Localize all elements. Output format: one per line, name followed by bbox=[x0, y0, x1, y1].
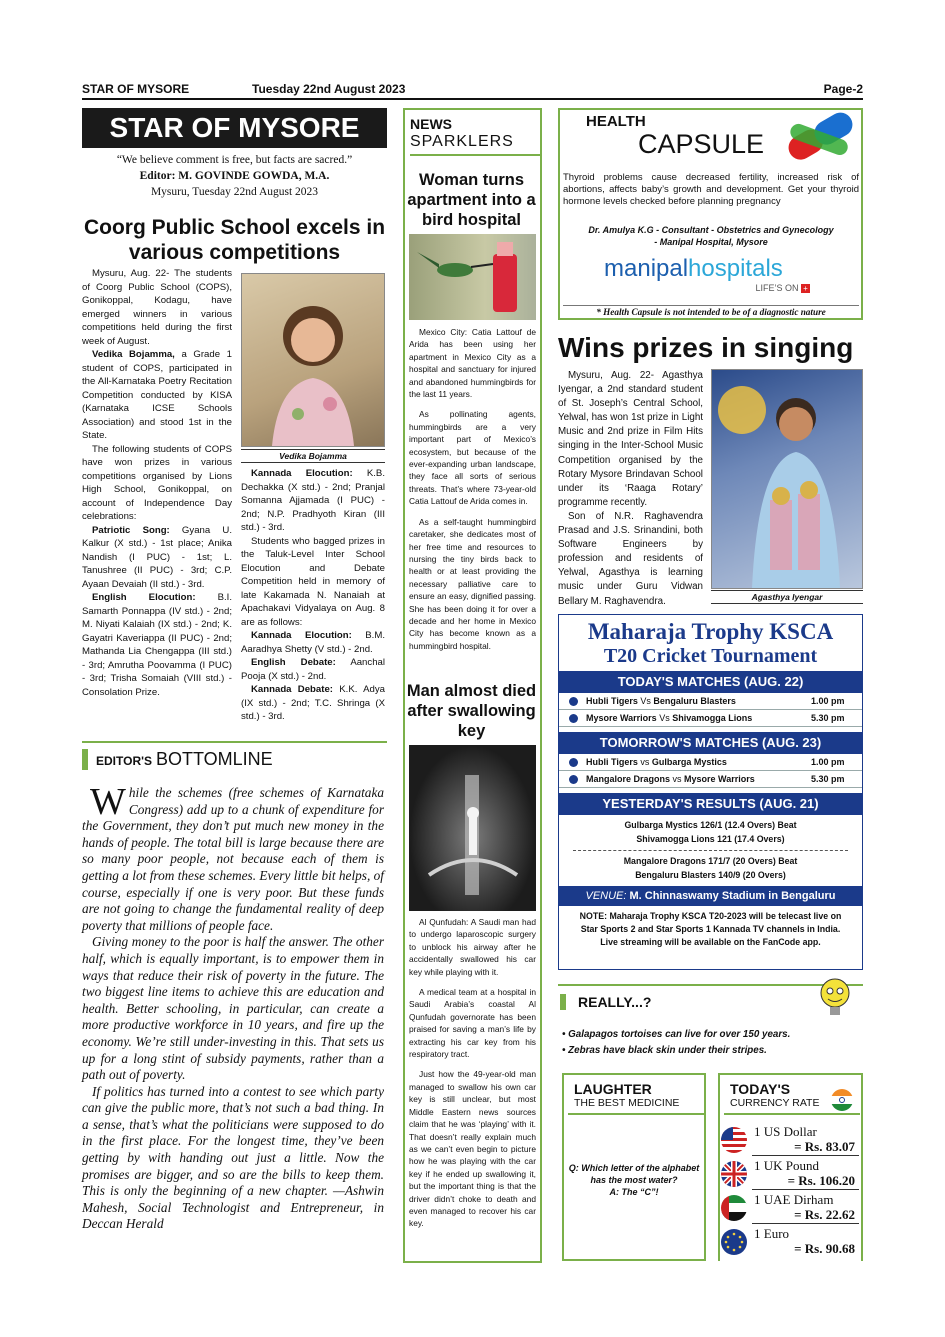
manipal-logo-b: hospitals bbox=[688, 255, 783, 282]
match-row bbox=[559, 754, 862, 771]
doctor-line-2: - Manipal Hospital, Mysore bbox=[654, 237, 768, 247]
currency-value: = Rs. 90.68 bbox=[794, 1241, 855, 1256]
joke-answer: A: The “C”! bbox=[609, 1187, 659, 1197]
currency-unit: 1 UK Pound bbox=[754, 1158, 820, 1173]
match-bullet-icon bbox=[569, 714, 578, 723]
match-row bbox=[559, 771, 862, 788]
fact-2: • Zebras have black skin under their stripes. bbox=[562, 1045, 767, 1056]
masthead-title: STAR OF MYSORE bbox=[82, 108, 387, 148]
sparklers-label bbox=[410, 116, 540, 156]
venue-value: M. Chinnaswamy Stadium in Bengaluru bbox=[629, 890, 836, 902]
health-label-light: CAPSULE bbox=[638, 129, 765, 159]
laughter-joke bbox=[565, 1162, 703, 1198]
team-a: Hubli Tigers bbox=[586, 696, 638, 706]
note-line-2: Star Sports 2 and Star Sports 1 Kannada TV channels in India. bbox=[580, 924, 841, 934]
currency-row bbox=[718, 1124, 863, 1156]
note-line-1: NOTE: Maharaja Trophy KSCA T20-2023 will be telecast live on bbox=[579, 911, 842, 921]
para-lead: Kannada Debate: bbox=[251, 684, 333, 695]
editor-line: Editor: M. GOVINDE GOWDA, M.A. bbox=[139, 170, 330, 182]
vs-label: Vs bbox=[640, 696, 651, 706]
result-2-line-1: Mangalore Dragons 171/7 (20 Overs) Beat bbox=[623, 856, 798, 866]
health-disclaimer: * Health Capsule is not intended to be of a diagnostic nature bbox=[563, 305, 859, 317]
fact-2-text: Zebras have black skin under their stripes. bbox=[568, 1045, 767, 1056]
team-b: Bengaluru Blasters bbox=[653, 696, 736, 706]
team-b: Gulbarga Mystics bbox=[651, 757, 727, 767]
bottomline-para-2: Giving money to the poor is half the answer. The other half, which is equally important, is to empower them in ways that reduce their risk of poverty in the future. The two biggest line items to achieve this are education and health. Better schooling, in particular, can create a more productive workforce in 10 years, and fire up the economy. We’re still under-investing in this. That sets us up for a long stint of subsidy payments, rather than a path out of poverty. bbox=[82, 934, 384, 1083]
para-text: K.B. Dechakka (X std.) - 2nd; Pranjal Somanna Ajjamada (I PUC) - 2nd; N.P. Pradhyoth Kiran (III std.) - 3rd. bbox=[241, 468, 385, 533]
uae-flag-icon bbox=[720, 1194, 748, 1227]
venue-band bbox=[559, 886, 862, 906]
yesterday-results bbox=[559, 815, 862, 882]
story2-para: Just how the 49-year-old man managed to swallow his own car key is still unclear, but most Middle Eastern news sources claim that he was ‘playing’ with it. That doesn’t really explain much as we can’t even begin to picture how he was playing with the car key if he ended up swallowing it, but the important thing is that the driver didn’t choke to death and even managed to recover his car key. bbox=[409, 1069, 536, 1229]
medical-cross-icon: + bbox=[801, 284, 810, 293]
coorg-left-para bbox=[82, 591, 232, 699]
fact-1-text: Galapagos tortoises can live for over 150 years. bbox=[568, 1029, 791, 1040]
sparklers-label-light: SPARKLERS bbox=[410, 133, 514, 150]
currency-row bbox=[718, 1192, 863, 1224]
health-label bbox=[566, 114, 786, 158]
tomorrow-matches bbox=[559, 754, 862, 788]
singing-para: Son of N.R. Raghavendra Prasad and J.S. Srinandini, both Software Engineers by profession and residents of Yelwal, Agasthya is learning music under Guru Vidwan Bellary M. Raghavendra. bbox=[558, 510, 703, 607]
motto: “We believe comment is free, but facts are sacred.” bbox=[116, 154, 353, 166]
bottomline-label-bold: EDITOR'S bbox=[96, 754, 152, 768]
para-lead: English Elocution: bbox=[92, 592, 196, 603]
yesterday-band: YESTERDAY'S RESULTS (AUG. 21) bbox=[559, 793, 862, 815]
para-text: Mysuru, Aug. 22- The students of Coorg Public School (COPS), Gonikoppal, Kodagu, have emerged winners in various competitions held during the first week of August. bbox=[82, 268, 232, 347]
us-flag-icon bbox=[720, 1126, 748, 1159]
match-time: 5.30 pm bbox=[811, 713, 845, 723]
coorg-right-para bbox=[241, 467, 385, 535]
bird-story bbox=[409, 326, 536, 660]
match-bullet-icon bbox=[569, 697, 578, 706]
vs-label: Vs bbox=[659, 713, 670, 723]
ksca-title-2: T20 Cricket Tournament bbox=[603, 645, 818, 667]
para-lead: English Debate: bbox=[251, 657, 336, 668]
india-flag-icon bbox=[830, 1088, 854, 1112]
coorg-left-para bbox=[82, 443, 232, 524]
health-doctor bbox=[563, 224, 859, 248]
coorg-right-para bbox=[241, 656, 385, 683]
currency-value: = Rs. 83.07 bbox=[794, 1139, 855, 1154]
story2-para: A medical team at a hospital in Saudi Arabia’s coastal Al Qunfudah governorate has been praised for saving a man’s life by extracting his car key from his respiratory tract. bbox=[409, 987, 536, 1060]
note-line-3: Live streaming will be available on the FanCode app. bbox=[600, 937, 821, 947]
match-bullet-icon bbox=[569, 758, 578, 767]
currency-value: = Rs. 22.62 bbox=[794, 1207, 855, 1222]
health-text: Thyroid problems cause decreased fertility, increased risk of abortions, affects baby’s growth and development. Get your thyroid hormone levels checked before planning pregnancy bbox=[563, 172, 859, 207]
coorg-right-para bbox=[241, 535, 385, 630]
singing-para: Mysuru, Aug. 22- Agasthya Iyengar, a 2nd standard student of St. Joseph’s Central School, Yelwal, has won 1st prize in Light Music and 2nd prize in Film Hits singing in the Inter-School Music Competition organised by the Rotary Mysore Brindavan School under its ‘Raaga Rotary’ programme recently. bbox=[558, 370, 703, 508]
para-text: Aanchal Pooja (X std.) - 2nd. bbox=[241, 657, 385, 682]
para-lead: Kannada Elocution: bbox=[251, 630, 352, 641]
lightbulb-icon bbox=[815, 975, 855, 1021]
header-page-number: Page-2 bbox=[823, 82, 863, 96]
xray-key-icon bbox=[409, 745, 536, 911]
joke-question: Q: Which letter of the alphabet has the most water? bbox=[568, 1163, 700, 1185]
ksca-title-1: Maharaja Trophy KSCA bbox=[587, 619, 834, 644]
match-time: 1.00 pm bbox=[811, 696, 845, 706]
currency-value: = Rs. 106.20 bbox=[787, 1173, 855, 1188]
bird-headline: Woman turns apartment into a bird hospital bbox=[407, 171, 536, 229]
dateline: Mysuru, Tuesday 22nd August 2023 bbox=[150, 186, 319, 198]
fact-1: • Galapagos tortoises can live for over 150 years. bbox=[562, 1029, 791, 1040]
doctor-line-1: Dr. Amulya K.G - Consultant - Obstetrics and Gynecology bbox=[588, 225, 834, 235]
manipal-logo-tag: LIFE’S ON bbox=[755, 283, 799, 293]
coorg-left-para bbox=[82, 524, 232, 592]
para-text: K.K. Adya (IX std.) - 2nd; T.C. Shringa (X std.) - 3rd. bbox=[241, 684, 385, 722]
para-lead: Vedika Bojamma, bbox=[92, 349, 175, 360]
manipal-logo bbox=[604, 255, 814, 293]
bottomline-para-3: If politics has turned into a contest to see which party can give the public more, that’s not such a bad thing. In a sense, that’s what the politicians were supposed to do in the first place. For the longest time, they’ve been getting by with handing out just a little. Now the promises are bigger, and so are the bills to keep them. This is only the beginning of a new chapter. —Ashwin Mahesh, Social Technologist and Entrepreneur, in Deccan Herald bbox=[82, 1083, 384, 1232]
manipal-logo-a: manipal bbox=[604, 255, 689, 282]
today-band: TODAY'S MATCHES (AUG. 22) bbox=[559, 671, 862, 693]
girl-portrait-icon bbox=[242, 274, 384, 446]
para-text: Gyana U. Kalkur (X std.) - 1st place; Anika Nandish (I PUC) - 1st; L. Tanushree (II PUC) - 3rd; C.P. Ayaan Devaiah (II std.) - 3rd. bbox=[82, 524, 232, 590]
bottomline-para-1: hile the schemes (free schemes of Karnataka Congress) add up to a chunk of expenditure for the Government, they don’t put much new money in the hands of people. The total bill is large because there are so many poor people, not because each of them is getting a lot from these schemes. Every little bit helps, of course, especially if one is very poor. But these funds are not going to change the fundamental reality of deep poverty that millions of people face. bbox=[82, 785, 384, 933]
para-text: Students who bagged prizes in the Taluk-Level Inter School Elocution and Debate Competition held in memory of late Kakamada N. Nanaiah at Apachakavi Vidyalaya on Aug. 8 are as follows: bbox=[241, 535, 385, 628]
header-paper-name: STAR OF MYSORE bbox=[82, 82, 190, 96]
result-2-line-2: Bengaluru Blasters 140/9 (20 Overs) bbox=[635, 870, 786, 880]
currency-unit: 1 UAE Dirham bbox=[754, 1192, 834, 1207]
result-1-line-1: Gulbarga Mystics 126/1 (12.4 Overs) Beat bbox=[624, 820, 797, 830]
para-text: a Grade 1 student of COPS, participated in the All-Karnataka Poetry Recitation Competition conducted by KISA (Karnataka ICSE Schools Association) and stood 1st in the State. bbox=[82, 349, 232, 441]
xray-photo bbox=[409, 745, 536, 911]
today-matches bbox=[559, 693, 862, 727]
tomorrow-band: TOMORROW'S MATCHES (AUG. 23) bbox=[559, 732, 862, 754]
coorg-right-column bbox=[241, 467, 385, 724]
currency-rates bbox=[718, 1124, 863, 1260]
sparklers-label-bold: NEWS bbox=[410, 116, 452, 132]
key-headline: Man almost died after swallowing key bbox=[406, 682, 537, 740]
singing-story bbox=[558, 369, 703, 609]
result-1-line-2: Shivamogga Lions 121 (17.4 Overs) bbox=[636, 834, 785, 844]
header-date: Tuesday 22nd August 2023 bbox=[252, 82, 406, 96]
vedika-caption: Vedika Bojamma bbox=[241, 449, 385, 463]
story1-para: As pollinating agents, hummingbirds are a very important part of Mexico’s ecosystem, but because of the ever-expanding urban landscape, they face all sorts of serious threats. That’s where 73-year-old Catia Lattouf de Arida comes in. bbox=[409, 409, 536, 507]
vs-label: vs bbox=[640, 757, 650, 767]
team-b: Mysore Warriors bbox=[684, 774, 755, 784]
para-lead: Patriotic Song: bbox=[92, 524, 170, 536]
eu-flag-icon bbox=[720, 1228, 748, 1261]
bottomline-text bbox=[82, 781, 384, 1233]
really-label: REALLY...? bbox=[560, 994, 651, 1010]
health-label-bold: HEALTH bbox=[586, 113, 646, 130]
ksca-title bbox=[559, 615, 862, 667]
singing-headline: Wins prizes in singing bbox=[558, 332, 854, 363]
coorg-right-para bbox=[241, 629, 385, 656]
coorg-headline: Coorg Public School excels in various competitions bbox=[83, 216, 386, 264]
ksca-box bbox=[558, 614, 863, 970]
vedika-photo bbox=[241, 273, 385, 447]
match-time: 5.30 pm bbox=[811, 774, 845, 784]
laughter-label-bold: LAUGHTER bbox=[574, 1081, 652, 1097]
coorg-left-column bbox=[82, 267, 232, 699]
match-row bbox=[559, 710, 862, 727]
currency-unit: 1 Euro bbox=[754, 1226, 790, 1241]
para-text: B.M. Aaradhya Shetty (V std.) - 2nd. bbox=[241, 630, 385, 655]
bottomline-label-light: BOTTOMLINE bbox=[155, 749, 273, 769]
key-story bbox=[409, 916, 536, 1238]
boy-trophy-icon bbox=[712, 370, 862, 588]
match-time: 1.00 pm bbox=[811, 757, 845, 767]
match-row bbox=[559, 693, 862, 710]
masthead-info bbox=[82, 152, 387, 200]
para-text: B.I. Samarth Ponnappa (IV std.) - 2nd; M. Niyati Kalaiah (IX std.) - 2nd; K. Gayatri Kaveriappa (II PUC) - 2nd; Mathanda Lia Chengappa (III std.) - 3rd; Amrutha Poovamma (I PUC) - 3rd; Trisha Somaiah (VIII std.) - Consolation Prize. bbox=[82, 592, 232, 698]
dropcap: W bbox=[90, 781, 126, 823]
telecast-note bbox=[559, 906, 862, 949]
para-lead: Kannada Elocution: bbox=[251, 468, 353, 479]
coorg-left-para bbox=[82, 267, 232, 348]
coorg-right-para bbox=[241, 683, 385, 724]
agasthya-photo bbox=[711, 369, 863, 589]
story1-para: Mexico City: Catia Lattouf de Arida has been using her apartment in Mexico City as a hospital and sanctuary for injured and abandoned hummingbirds for the last 11 years. bbox=[409, 327, 536, 400]
page-header bbox=[82, 80, 863, 100]
para-text: The following students of COPS have won prizes in various competitions organised by Lions High School, Gonikoppal, on account of Independence Day celebrations: bbox=[82, 443, 232, 522]
team-a: Mangalore Dragons bbox=[586, 774, 671, 784]
match-bullet-icon bbox=[569, 775, 578, 784]
currency-label-light: CURRENCY RATE bbox=[730, 1097, 820, 1109]
hummingbird-photo bbox=[409, 234, 536, 320]
venue-label: VENUE: bbox=[585, 890, 627, 902]
agasthya-caption: Agasthya Iyengar bbox=[711, 590, 863, 604]
team-a: Hubli Tigers bbox=[586, 757, 638, 767]
hummingbird-icon bbox=[409, 234, 536, 320]
laughter-label bbox=[568, 1079, 704, 1115]
currency-label-bold: TODAY'S bbox=[730, 1081, 791, 1097]
coorg-left-para bbox=[82, 348, 232, 443]
currency-unit: 1 US Dollar bbox=[754, 1124, 817, 1139]
pill-capsule-icon bbox=[780, 112, 862, 162]
laughter-label-light: THE BEST MEDICINE bbox=[574, 1097, 680, 1109]
uk-flag-icon bbox=[720, 1160, 748, 1193]
bottomline-label bbox=[82, 749, 273, 770]
bottomline-label-box bbox=[82, 741, 387, 777]
currency-row bbox=[718, 1226, 863, 1258]
story2-para: Al Qunfudah: A Saudi man had to undergo laparoscopic surgery to unblock his airway after he accidentally swallowed his car key while playing with it. bbox=[409, 917, 536, 977]
team-a: Mysore Warriors bbox=[586, 713, 657, 723]
vs-label: vs bbox=[672, 774, 682, 784]
team-b: Shivamogga Lions bbox=[672, 713, 753, 723]
really-facts bbox=[562, 1027, 862, 1059]
story1-para: As a self-taught hummingbird caretaker, she dedicates most of her free time and resources to nursing the tiny birds back to health or at least providing the necessary palliative care to ensure an easy, dignified passing. She has been doing it for over a decade and her home in Mexico City has become known as a hummingbird hospital. bbox=[409, 516, 536, 651]
currency-row bbox=[718, 1158, 863, 1190]
